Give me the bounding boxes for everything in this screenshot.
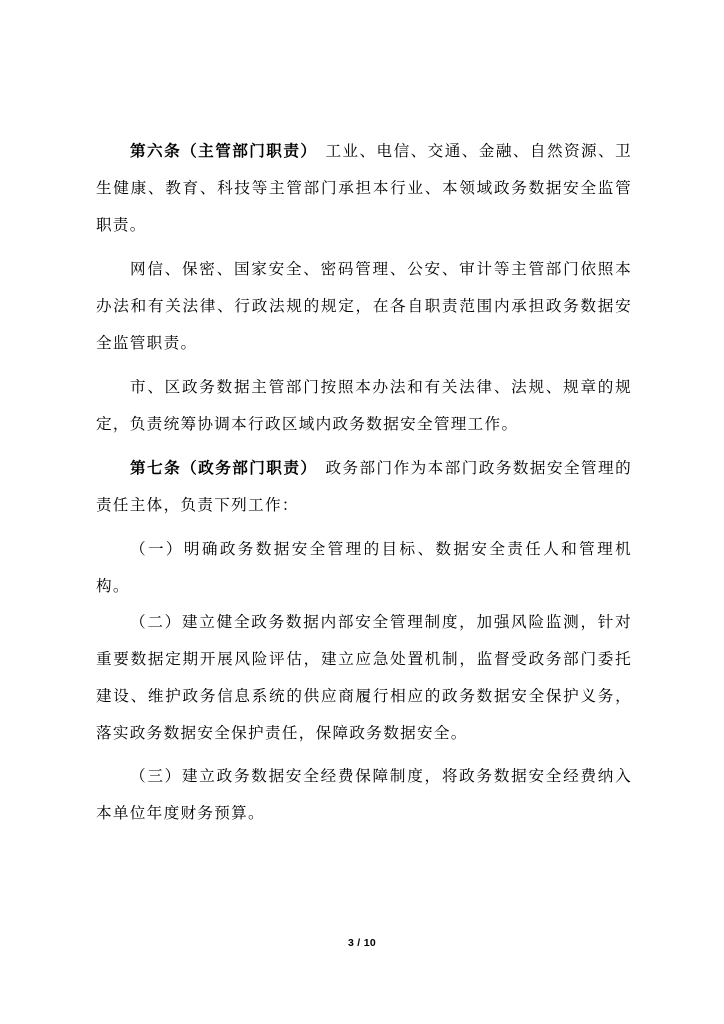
article-7-item-2-text: （二）建立健全政务数据内部安全管理制度，加强风险监测，针对重要数据定期开展风险评估，建立应急处置机制，监督受政务部门委托建设、维护政务信息系统的供应商履行相应的政务数据安全保护义务，落实政务数据安全保护责任，保障政务数据安全。 (96, 613, 632, 742)
article-7-item-1 (96, 531, 632, 605)
article-6-clause-2 (96, 251, 632, 362)
article-6-clause-3 (96, 369, 632, 443)
page-number: 3 / 10 (347, 937, 377, 949)
article-7-item-3 (96, 758, 632, 832)
article-6-paragraph (96, 133, 632, 244)
article-6-clause-3-text: 市、区政务数据主管部门按照本办法和有关法律、法规、规章的规定，负责统筹协调本行政区域内政务数据安全管理工作。 (96, 378, 632, 433)
article-7-item-1-text: （一）明确政务数据安全管理的目标、数据安全责任人和管理机构。 (96, 540, 632, 595)
article-6-heading: 第六条（主管部门职责） (130, 142, 318, 160)
article-7-heading: 第七条（政务部门职责） (130, 459, 318, 477)
article-6-clause-2-text: 网信、保密、国家安全、密码管理、公安、审计等主管部门依照本办法和有关法律、行政法规的规定，在各自职责范围内承担政务数据安全监管职责。 (96, 260, 632, 352)
article-7-text: 政务部门作为本部门政务数据安全管理的责任主体，负责下列工作： (96, 459, 632, 514)
article-7-item-2 (96, 604, 632, 752)
article-7-item-3-text: （三）建立政务数据安全经费保障制度，将政务数据安全经费纳入本单位年度财务预算。 (96, 767, 632, 822)
article-6-text: 工业、电信、交通、金融、自然资源、卫生健康、教育、科技等主管部门承担本行业、本领域政务数据安全监管职责。 (96, 142, 632, 234)
article-7-paragraph (96, 450, 632, 524)
